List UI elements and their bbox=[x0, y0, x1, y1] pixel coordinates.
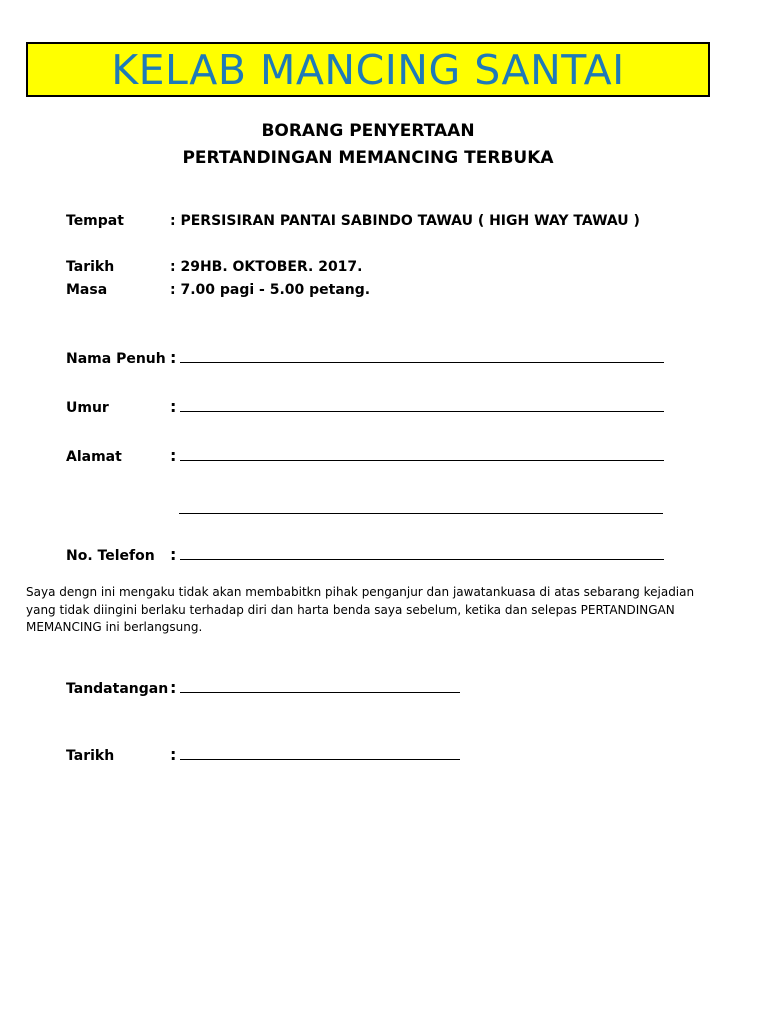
info-row-tarikh bbox=[66, 259, 363, 275]
info-value: : 29HB. OKTOBER. 2017. bbox=[170, 259, 363, 275]
field-label: Tandatangan bbox=[66, 681, 169, 697]
field-label: Umur bbox=[66, 400, 109, 416]
info-label: Tarikh bbox=[66, 259, 115, 275]
tarikh-blank[interactable] bbox=[180, 745, 460, 760]
alamat-blank[interactable] bbox=[180, 446, 664, 461]
form-subheading: PERTANDINGAN MEMANCING TERBUKA bbox=[182, 148, 554, 168]
signature-row-tandatangan bbox=[66, 678, 460, 697]
info-label: Tempat bbox=[66, 213, 124, 229]
info-value: : 7.00 pagi - 5.00 petang. bbox=[170, 282, 371, 298]
no-telefon-blank[interactable] bbox=[180, 545, 664, 560]
field-separator: : bbox=[170, 397, 177, 416]
nama-penuh-blank[interactable] bbox=[180, 348, 664, 363]
field-label: Tarikh bbox=[66, 748, 115, 764]
info-row-tempat bbox=[66, 213, 640, 229]
field-row-nama-penuh bbox=[66, 348, 664, 367]
field-label: Alamat bbox=[66, 449, 122, 465]
field-separator: : bbox=[170, 545, 177, 564]
alamat-blank-line-2[interactable] bbox=[179, 499, 663, 514]
form-heading: BORANG PENYERTAAN bbox=[261, 121, 475, 141]
info-value: : PERSISIRAN PANTAI SABINDO TAWAU ( HIGH WAY TAWAU ) bbox=[170, 213, 640, 229]
field-row-umur bbox=[66, 397, 664, 416]
field-separator: : bbox=[170, 745, 177, 764]
title-banner bbox=[26, 42, 710, 97]
field-label: Nama Penuh bbox=[66, 351, 166, 367]
info-label: Masa bbox=[66, 282, 108, 298]
club-title: KELAB MANCING SANTAI bbox=[111, 45, 625, 94]
tandatangan-blank[interactable] bbox=[180, 678, 460, 693]
umur-blank[interactable] bbox=[180, 397, 664, 412]
field-separator: : bbox=[170, 348, 177, 367]
field-separator: : bbox=[170, 446, 177, 465]
signature-row-tarikh bbox=[66, 745, 460, 764]
field-row-no-telefon bbox=[66, 545, 664, 564]
declaration-text: Saya dengn ini mengaku tidak akan membabitkn pihak penganjur dan jawatankuasa di atas sebarang kejadian yang tidak diingini berlaku terhadap diri dan harta benda saya sebelum, ketika dan selepas PERTANDINGAN MEMANCING ini berlangsung. bbox=[26, 585, 695, 634]
field-label: No. Telefon bbox=[66, 548, 155, 564]
info-row-masa bbox=[66, 282, 370, 298]
field-separator: : bbox=[170, 678, 177, 697]
field-row-alamat bbox=[66, 446, 664, 465]
